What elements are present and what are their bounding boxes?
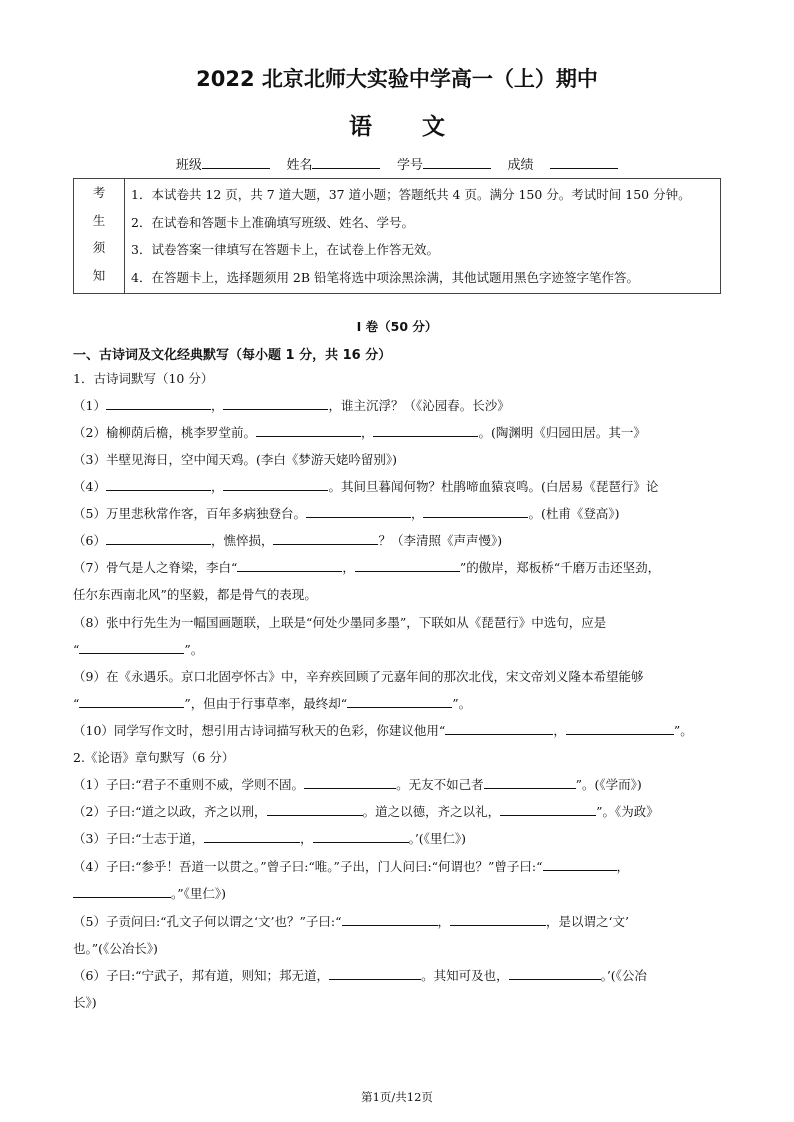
answer-blank[interactable] xyxy=(484,777,576,789)
name-blank[interactable] xyxy=(312,156,380,169)
q1-item-7: （7）骨气是人之脊梁，李白“ ， ”的傲岸，郑板桥“千磨万击还坚劲， xyxy=(73,560,661,575)
score-blank[interactable] xyxy=(550,156,618,169)
q1-item-2: （2）榆柳荫后檐，桃李罗堂前。 ， 。(陶渊明《归园田居。其一》 xyxy=(73,425,646,440)
student-info-row xyxy=(0,154,794,173)
q1-item-4: （4） ， 。其间旦暮闻何物？杜鹃啼血猿哀鸣。(白居易《琵琶行》论 xyxy=(73,479,659,494)
answer-blank[interactable] xyxy=(423,506,528,518)
answer-blank[interactable] xyxy=(73,886,171,898)
answer-blank[interactable] xyxy=(342,914,438,926)
q1-item-10: （10）同学写作文时，想引用古诗词描写秋天的色彩，你建议他用“ ， ”。 xyxy=(73,723,693,738)
answer-blank[interactable] xyxy=(306,506,411,518)
answer-blank[interactable] xyxy=(566,723,674,735)
q1-item-3: （3）半壁见海日，空中闻天鸡。(李白《梦游天姥吟留别》) xyxy=(73,452,397,467)
answer-blank[interactable] xyxy=(79,642,184,654)
notice-item: 4．在答题卡上，选择题须用 2B 铅笔将选中项涂黑涂满，其他试题用黑色字迹签字笔作答。 xyxy=(131,269,640,285)
volume-heading: I 卷（50 分） xyxy=(356,319,438,334)
subject-char-2: 文 xyxy=(422,114,445,140)
q1-item-1: （1） ， ，谁主沉浮？（《沁园春。长沙》 xyxy=(73,398,510,413)
answer-blank[interactable] xyxy=(500,804,596,816)
q2-item-3: （3）子曰:“士志于道， ， 。’(《里仁》) xyxy=(73,831,467,846)
answer-blank[interactable] xyxy=(445,723,553,735)
q1-item-7-cont: 任尔东西南北风”的坚毅，都是骨气的表现。 xyxy=(73,587,317,602)
answer-blank[interactable] xyxy=(223,479,328,491)
page-footer: 第1页/共12页 xyxy=(361,1090,433,1104)
q2-item-4-cont: 。”《里仁》) xyxy=(73,885,723,903)
id-label: 学号 xyxy=(397,158,424,173)
q1-item-9-cont: “ ”，但由于行事草率，最终却“ ”。 xyxy=(73,696,472,711)
q2-item-2: （2）子曰:“道之以政，齐之以刑， 。道之以德，齐之以礼， ”。《为政》 xyxy=(73,804,659,819)
section-heading: 一、古诗词及文化经典默写（每小题 1 分，共 16 分） xyxy=(73,348,392,363)
answer-blank[interactable] xyxy=(204,831,300,843)
answer-blank[interactable] xyxy=(450,914,546,926)
answer-blank[interactable] xyxy=(347,696,452,708)
answer-blank[interactable] xyxy=(329,968,421,980)
q2-item-4: （4）子曰:“参乎！吾道一以贯之。”曾子曰:“唯。”子出，门人问曰:“何谓也？”曾子曰:“ ， xyxy=(73,859,630,874)
answer-blank[interactable] xyxy=(256,425,361,437)
q1-item-5: （5）万里悲秋常作客，百年多病独登台。 ， 。(杜甫《登高》) xyxy=(73,506,620,521)
notice-items xyxy=(125,179,721,294)
class-blank[interactable] xyxy=(202,156,270,169)
answer-blank[interactable] xyxy=(223,398,328,410)
answer-blank[interactable] xyxy=(373,425,478,437)
q2-item-5: （5）子贡问曰:“孔文子何以谓之‘文’也？”子曰:“ ， ，是以谓之‘文’ xyxy=(73,914,629,929)
answer-blank[interactable] xyxy=(355,560,460,572)
answer-blank[interactable] xyxy=(273,533,378,545)
class-label: 班级 xyxy=(175,158,202,173)
answer-blank[interactable] xyxy=(106,533,211,545)
q2-item-6: （6）子曰:“宁武子，邦有道，则知；邦无道， 。其知可及也， 。’(《公冶 xyxy=(73,968,647,983)
id-blank[interactable] xyxy=(423,156,491,169)
q2-item-1: （1）子曰:“君子不重则不威，学则不固。 。无友不如己者 ”。(《学而》) xyxy=(73,777,642,792)
answer-blank[interactable] xyxy=(79,696,184,708)
subject-char-1: 语 xyxy=(349,114,372,140)
answer-blank[interactable] xyxy=(313,831,409,843)
answer-blank[interactable] xyxy=(106,479,211,491)
notice-item: 3．试卷答案一律填写在答题卡上，在试卷上作答无效。 xyxy=(131,242,439,257)
q2-item-6-cont: 长》) xyxy=(73,995,97,1010)
subject-title xyxy=(0,108,794,141)
score-label: 成绩 xyxy=(507,158,534,173)
notice-item: 1．本试卷共 12 页，共 7 道大题，37 道小题；答题纸共 4 页。满分 150 分。考试时间 150 分钟。 xyxy=(131,187,691,202)
q2-item-5-cont: 也。”(《公冶长》) xyxy=(73,941,158,956)
answer-blank[interactable] xyxy=(237,560,342,572)
answer-blank[interactable] xyxy=(509,968,601,980)
notice-side-label: 考 生 须 知 xyxy=(74,179,125,294)
q1-item-6: （6） ，憔悴损， ？（李清照《声声慢》) xyxy=(73,533,503,548)
q1-item-8: （8）张中行先生为一幅国画题联，上联是“何处少墨同多墨”，下联如从《琵琶行》中选句，应是 xyxy=(73,615,607,630)
answer-blank[interactable] xyxy=(304,777,396,789)
exam-title: 2022 北京北师大实验中学高一（上）期中 xyxy=(196,67,598,91)
q1-item-9: （9）在《永遇乐。京口北固亭怀古》中，辛弃疾回顾了元嘉年间的那次北伐，宋文帝刘义隆本希望能够 xyxy=(73,669,644,684)
answer-blank[interactable] xyxy=(267,804,363,816)
question-title: 2.《论语》章句默写（6 分） xyxy=(73,750,235,765)
name-label: 姓名 xyxy=(286,158,313,173)
q1-item-8-cont: “ ”。 xyxy=(73,642,204,657)
answer-blank[interactable] xyxy=(543,859,617,871)
notice-item: 2．在试卷和答题卡上准确填写班级、姓名、学号。 xyxy=(131,214,414,230)
answer-blank[interactable] xyxy=(106,398,211,410)
notice-box xyxy=(73,178,721,294)
question-title: 1．古诗词默写（10 分） xyxy=(73,371,214,386)
